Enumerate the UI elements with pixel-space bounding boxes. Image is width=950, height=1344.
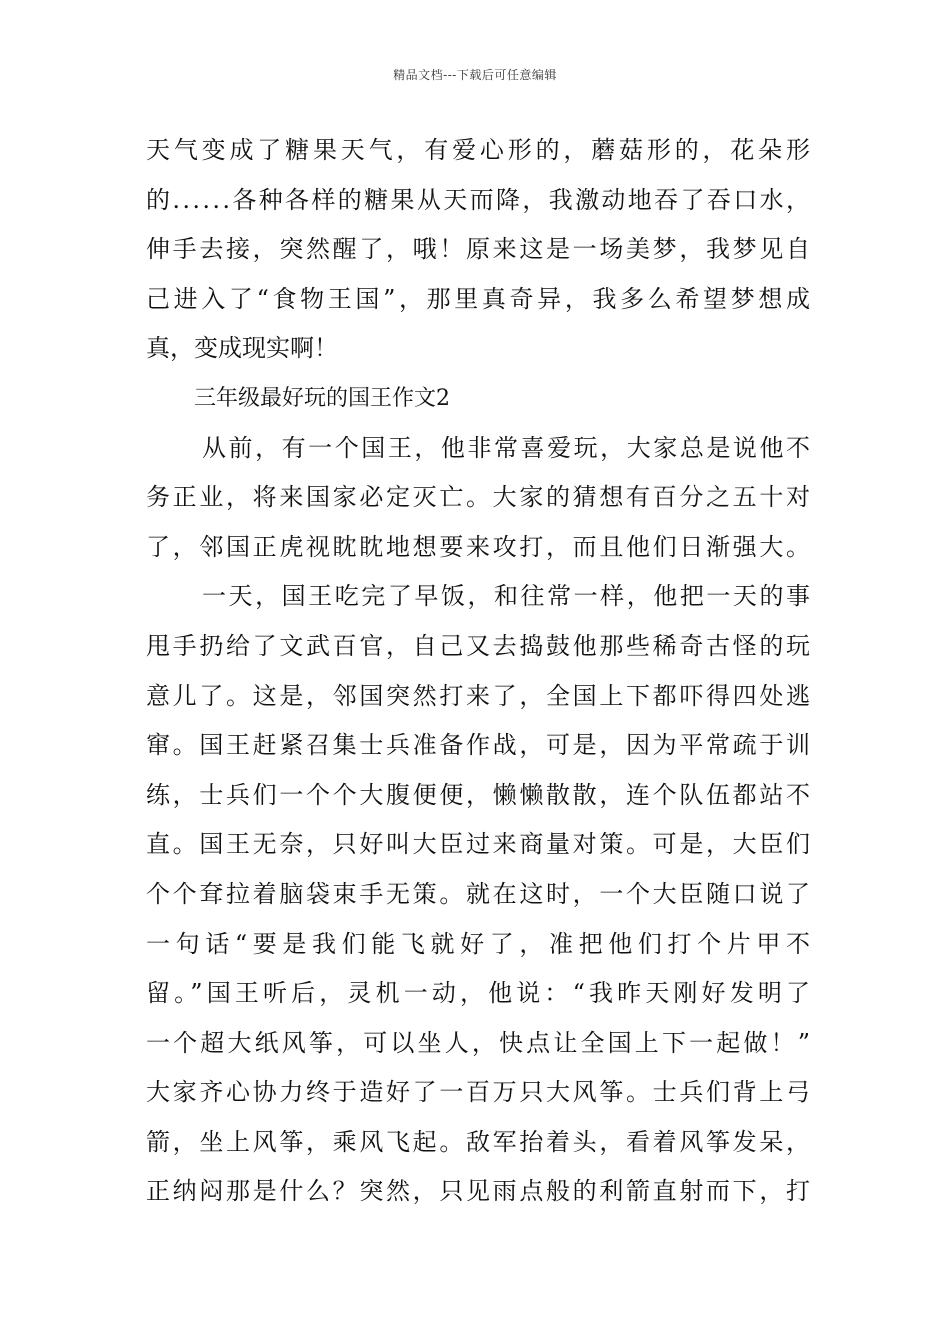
page-header: 精品文档---下载后可任意编辑 (393, 68, 557, 82)
text-line: 的......各种各样的糖果从天而降，我激动地吞了吞口水， (146, 185, 813, 214)
section-title: 三年级最好玩的国王作文2 (194, 385, 450, 411)
text-line: 直。国王无奈，只好叫大臣过来商量对策。可是，大臣们 (146, 830, 813, 859)
text-line: 箭，坐上风筝，乘风飞起。敌军抬着头，看着风筝发呆， (146, 1127, 813, 1156)
text-line: 留。”国王听后，灵机一动，他说：“我昨天刚好发明了 (146, 979, 815, 1008)
document-body (146, 126, 816, 1217)
text-line: 了，邻国正虎视眈眈地想要来攻打，而且他们日渐强大。 (146, 532, 813, 561)
text-line: 己进入了“食物王国”，那里真奇异，我多么希望梦想成 (146, 284, 814, 313)
text-line: 一个超大纸风筝，可以坐人，快点让全国上下一起做！” (146, 1028, 814, 1057)
text-line: 大家齐心协力终于造好了一百万只大风筝。士兵们背上弓 (146, 1078, 813, 1107)
text-line: 天气变成了糖果天气，有爱心形的，蘑菇形的，花朵形 (146, 136, 814, 164)
text-line: 真，变成现实啊！ (146, 334, 338, 363)
text-line: 一句话“要是我们能飞就好了，准把他们打个片甲不 (146, 929, 816, 958)
text-line: 正纳闷那是什么？突然，只见雨点般的利箭直射而下，打 (146, 1177, 813, 1206)
text-line: 甩手扔给了文武百官，自己又去捣鼓他那些稀奇古怪的玩 (146, 631, 813, 660)
text-line: 窜。国王赶紧召集士兵准备作战，可是，因为平常疏于训 (146, 731, 813, 760)
text-line: 练，士兵们一个个大腹便便，懒懒散散，连个队伍都站不 (146, 780, 813, 809)
text-line: 从前，有一个国王，他非常喜爱玩，大家总是说他不 (202, 433, 813, 462)
text-line: 一天，国王吃完了早饭，和往常一样，他把一天的事 (202, 582, 813, 611)
text-line: 伸手去接，突然醒了，哦！原来这是一场美梦，我梦见自 (146, 235, 813, 264)
text-line: 意儿了。这是，邻国突然打来了，全国上下都吓得四处逃 (146, 681, 813, 710)
text-line: 个个耷拉着脑袋束手无策。就在这时，一个大臣随口说了 (146, 879, 813, 908)
text-line: 务正业，将来国家必定灭亡。大家的猜想有百分之五十对 (146, 483, 813, 512)
